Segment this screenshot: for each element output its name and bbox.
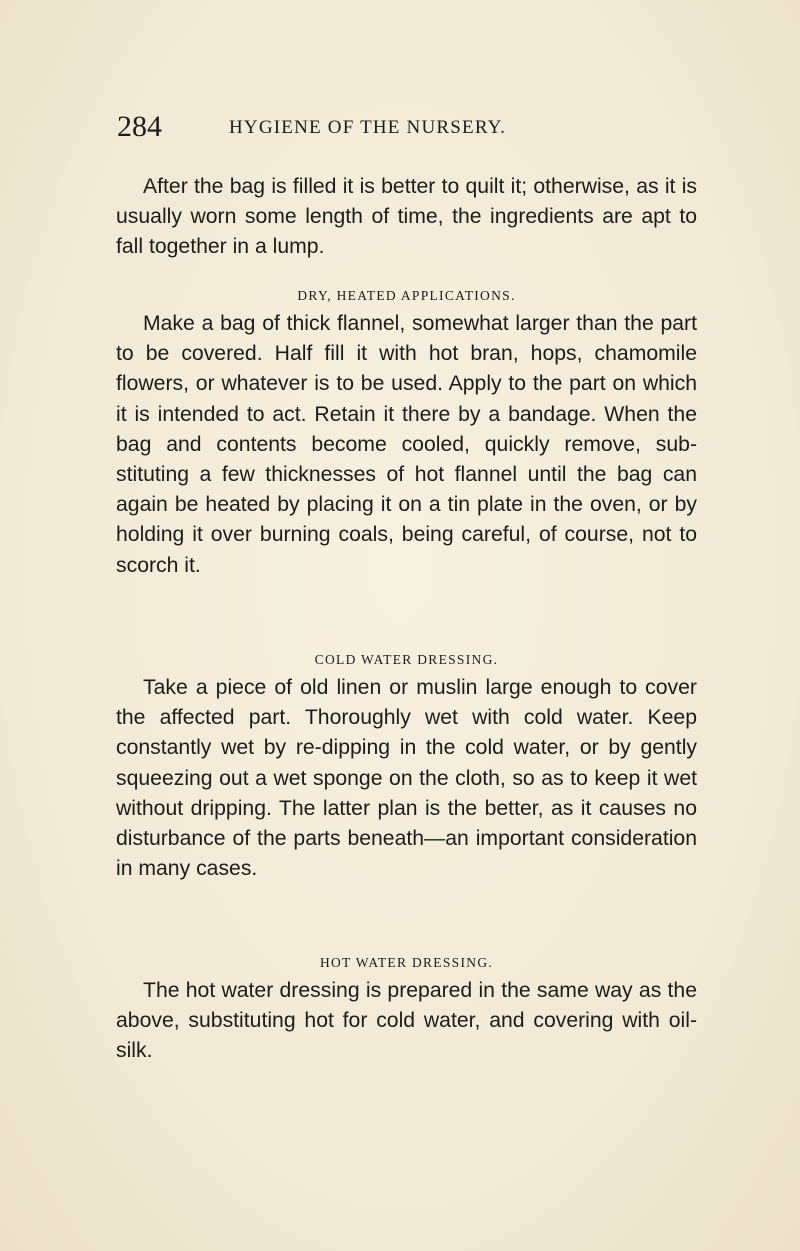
section-body-hot-water-dressing-block	[116, 976, 697, 1067]
section-heading-hot-water-dressing: HOT WATER DRESSING.	[319, 955, 494, 970]
running-title: HYGIENE OF THE NURSERY.	[229, 117, 507, 138]
section-heading-cold-water-dressing: COLD WATER DRESSING.	[314, 652, 499, 667]
page-number: 284	[117, 110, 162, 143]
intro-paragraph-block	[116, 172, 697, 263]
section-body-cold-water-dressing: Take a piece of old linen or muslin large enough to cover the affected part. Thoroughly wet with cold water. Keep constantly wet by re-dipping in the cold water, or by gently squeezing out a wet sponge on the cloth, so as to keep it wet without dripping. The latter plan is the better, as it causes no disturbance of the parts beneath—an important consideration in many cases.	[116, 676, 697, 881]
section-body-dry-heated-applications-block	[116, 309, 697, 581]
section-body-dry-heated-applications: Make a bag of thick flannel, somewhat larger than the part to be covered. Half fill it with hot bran, hops, chamomile flowers, or whatever is to be used. Apply to the part on which it is intended to act. Retain it there by a bandage. When the bag and contents become cooled, quickly remove, sub-stituting a few thicknesses of hot flannel until the bag can again be heated by placing it on a tin plate in the oven, or by holding it over burning coals, being careful, of course, not to scorch it.	[116, 312, 697, 577]
running-head	[117, 110, 697, 144]
intro-paragraph: After the bag is filled it is better to quilt it; otherwise, as it is usually worn some length of time, the ingredients are apt to fall together in a lump.	[116, 175, 697, 259]
section-body-hot-water-dressing: The hot water dressing is prepared in the same way as the above, substituting hot for cold water, and covering with oil-silk.	[116, 979, 697, 1063]
section-heading-dry-heated-applications: DRY, HEATED APPLICATIONS.	[297, 288, 516, 303]
section-body-cold-water-dressing-block	[116, 673, 697, 884]
